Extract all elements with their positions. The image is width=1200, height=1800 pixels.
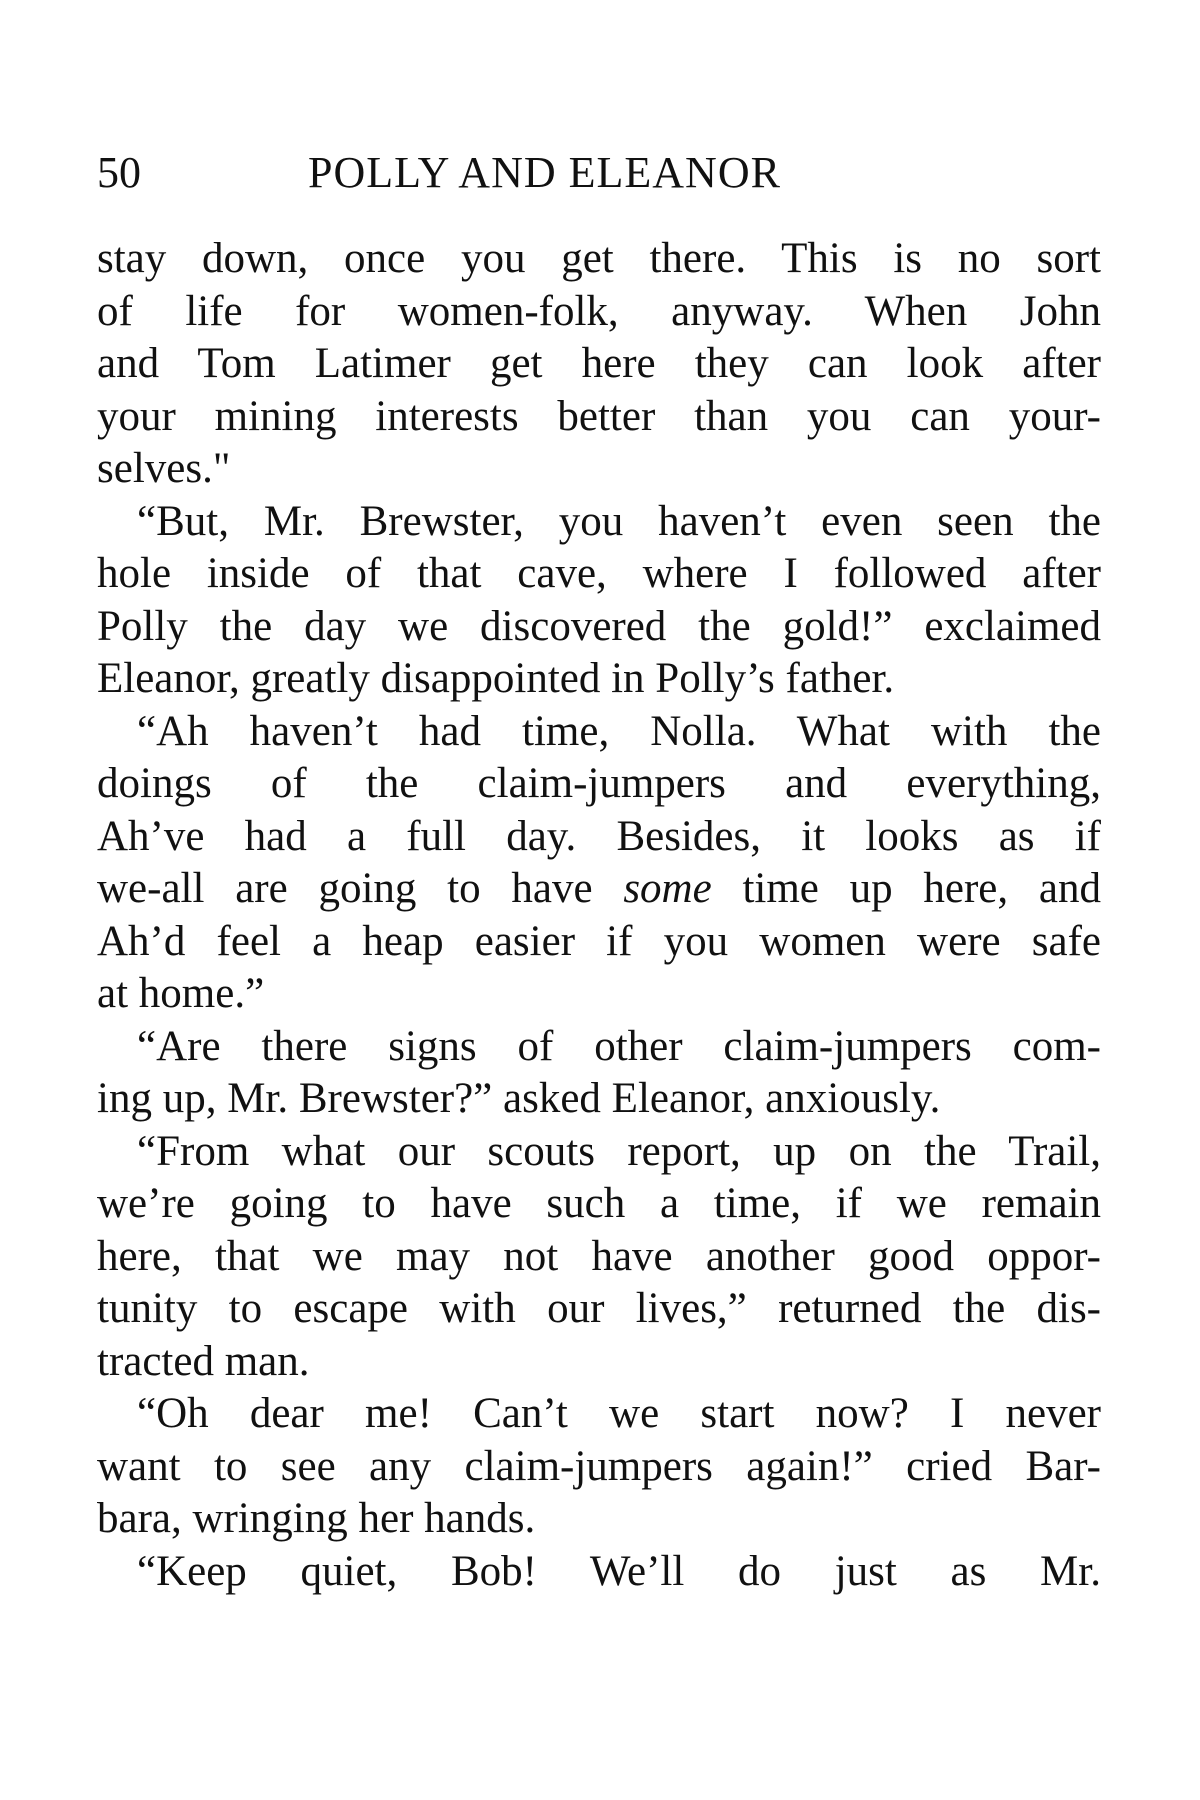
text-line: want to see any claim-jumpers again!” cried Bar- [97, 1442, 1101, 1490]
text-line: of life for women-folk, anyway. When John [97, 287, 1101, 335]
text-line: at home.” [97, 970, 265, 1017]
text-line: “Are there signs of other claim-jumpers com- [137, 1022, 1101, 1070]
text-line: ing up, Mr. Brewster?” asked Eleanor, anxiously. [97, 1075, 941, 1122]
text-line: tunity to escape with our lives,” returned the dis- [97, 1285, 1101, 1332]
text-line: selves." [97, 445, 231, 492]
text-line: Ah’d feel a heap easier if you women were safe [97, 917, 1101, 965]
text-line: Polly the day we discovered the gold!” exclaimed [97, 602, 1101, 650]
text-line: Eleanor, greatly disappointed in Polly’s father. [97, 655, 895, 702]
page-number: 50 [97, 148, 141, 197]
text-segment: we-all are going to have [97, 865, 624, 912]
body-text [97, 233, 1101, 1598]
text-line: stay down, once you get there. This is no sort [97, 235, 1101, 282]
text-line: Ah’ve had a full day. Besides, it looks as if [97, 812, 1101, 860]
text-line: “Ah haven’t had time, Nolla. What with the [137, 707, 1101, 755]
text-line: tracted man. [97, 1337, 310, 1385]
text-line: “But, Mr. Brewster, you haven’t even seen the [137, 497, 1101, 545]
text-line: doings of the claim-jumpers and everything, [97, 760, 1101, 807]
text-line: we’re going to have such a time, if we remain [97, 1180, 1101, 1227]
text-line: here, that we may not have another good oppor- [97, 1232, 1101, 1280]
text-line: “Oh dear me! Can’t we start now? I never [137, 1390, 1101, 1437]
running-title: POLLY AND ELEANOR [308, 148, 781, 197]
text-line: “From what our scouts report, up on the Trail, [137, 1127, 1101, 1175]
text-line: and Tom Latimer get here they can look after [97, 340, 1101, 387]
text-line: bara, wringing her hands. [97, 1495, 536, 1542]
text-line: your mining interests better than you can your- [97, 392, 1101, 440]
text-line [97, 863, 1101, 916]
text-line: hole inside of that cave, where I followed after [97, 550, 1101, 597]
page-header [97, 148, 1107, 198]
text-segment: time up here, and [711, 865, 1101, 912]
text-line: “Keep quiet, Bob! We’ll do just as Mr. [137, 1547, 1101, 1595]
emphasized-word: some [623, 865, 712, 912]
